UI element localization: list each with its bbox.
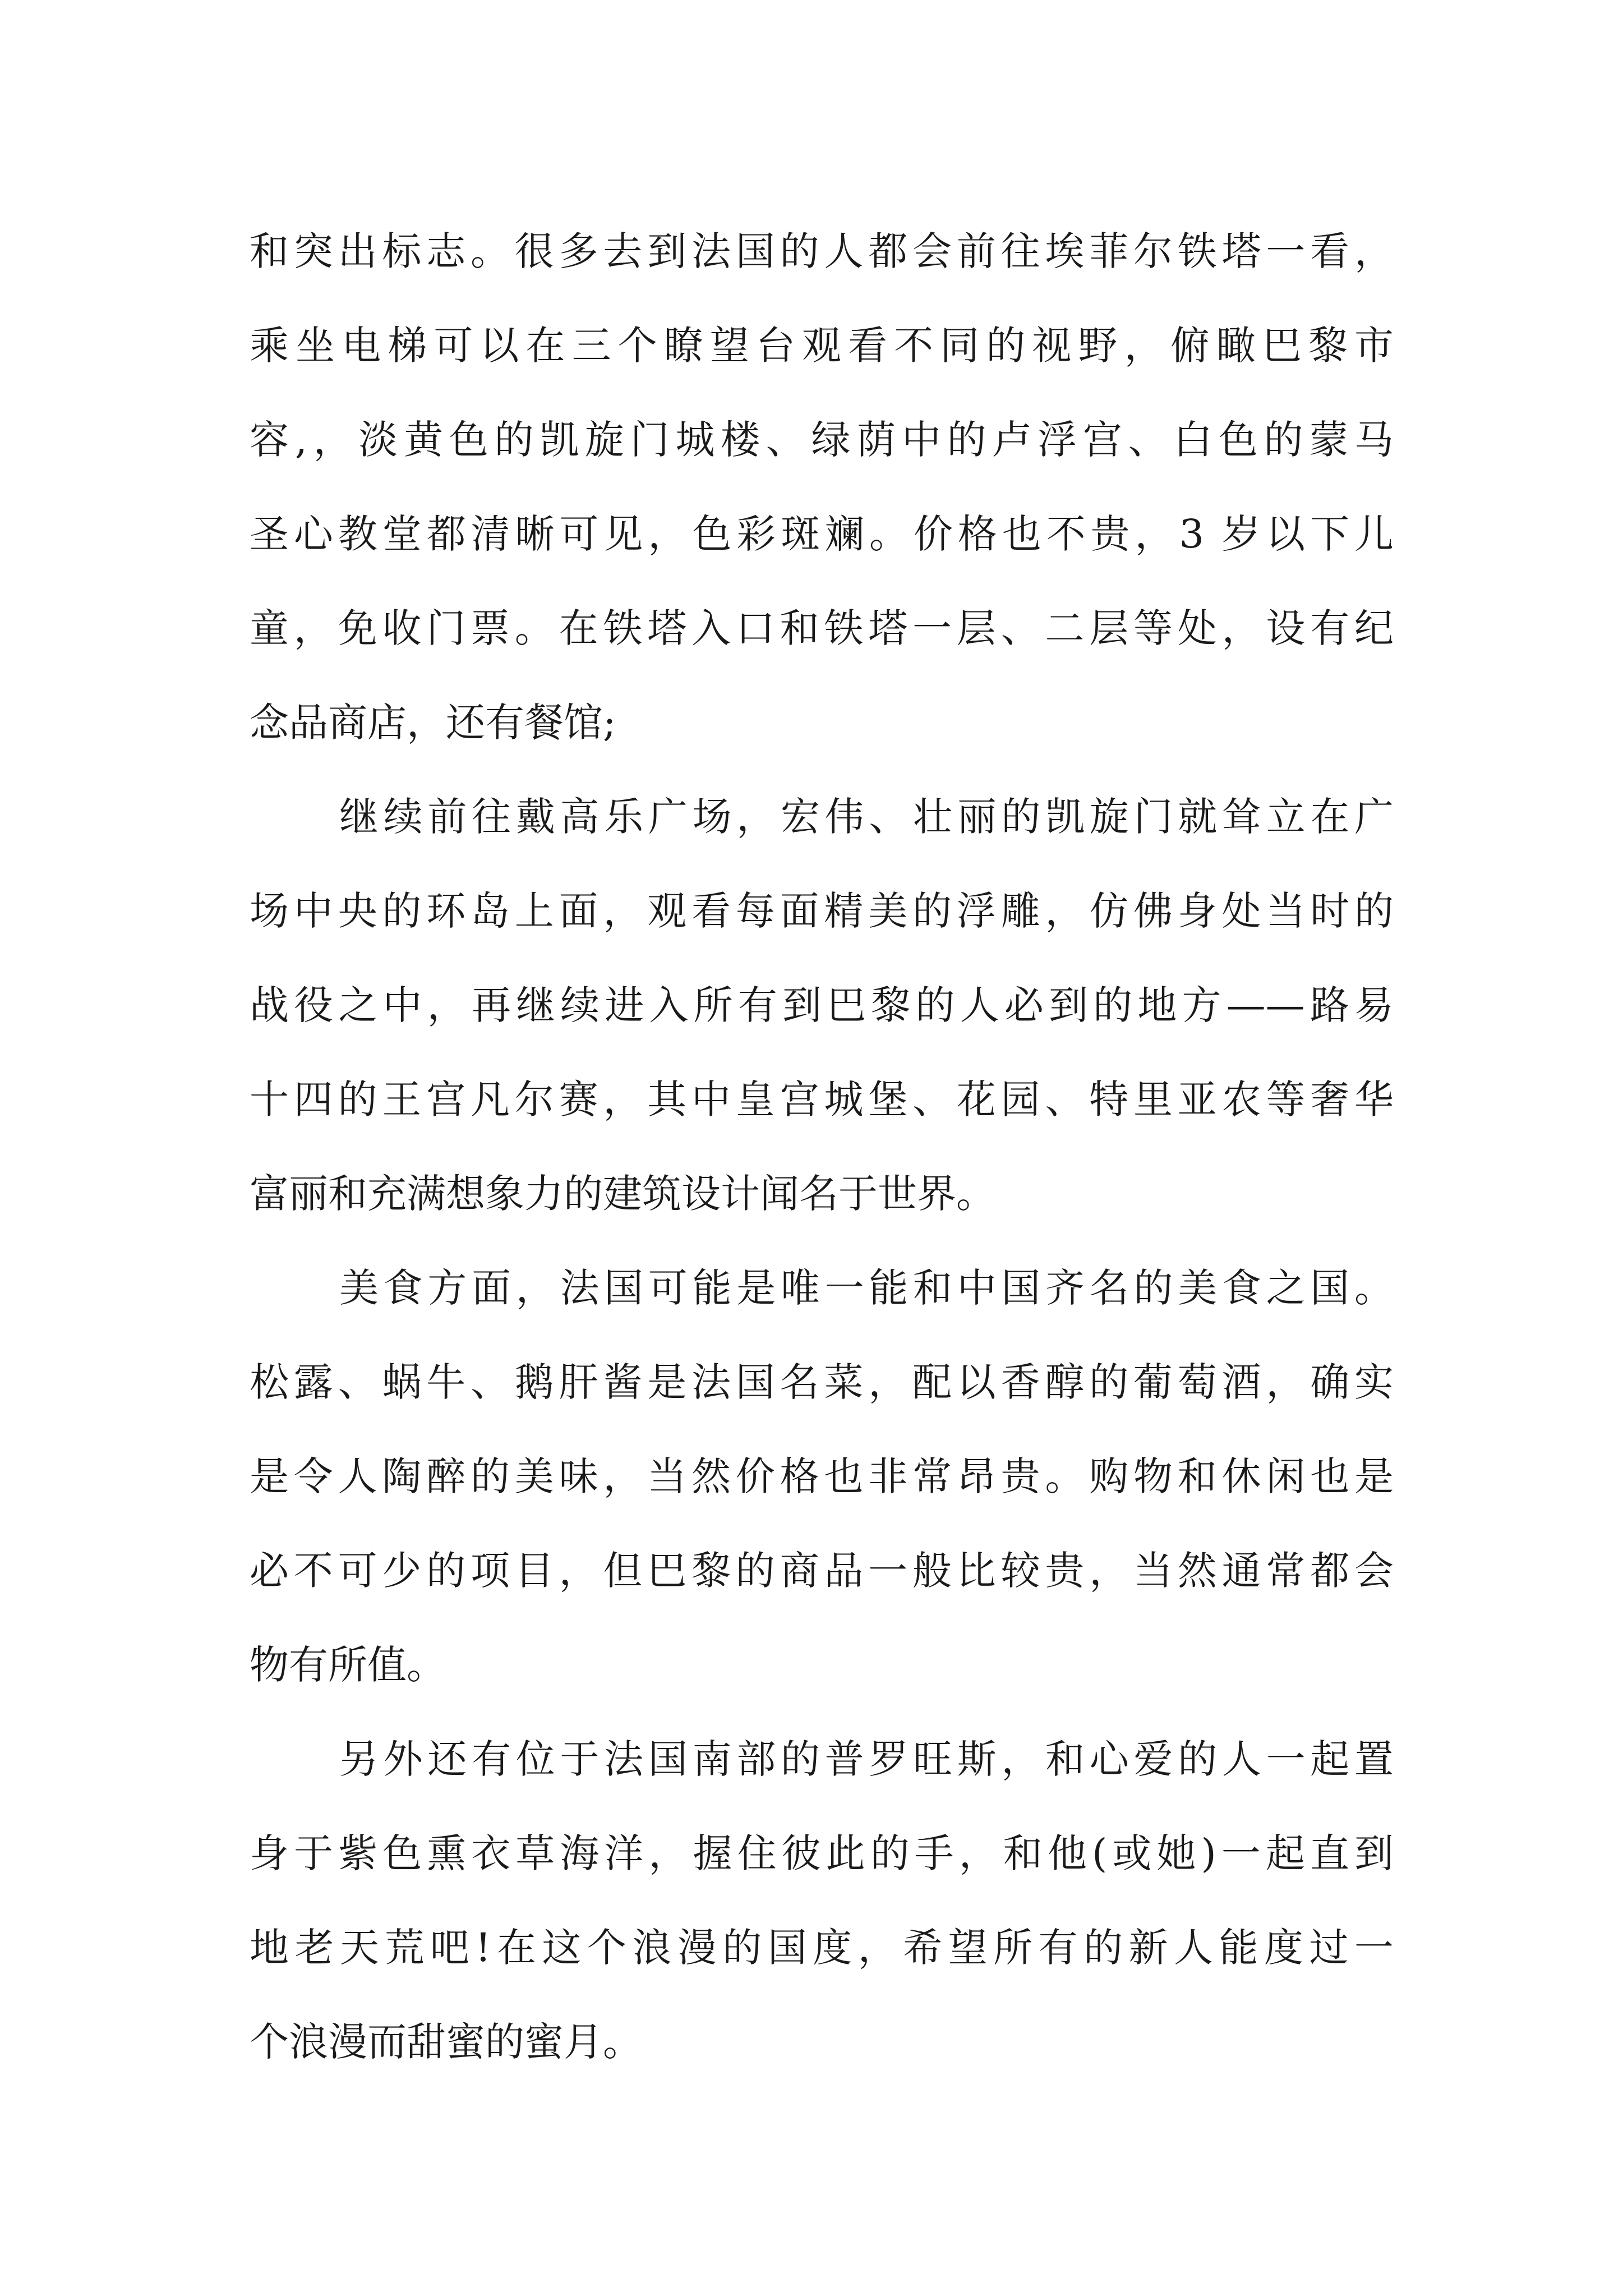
text-line: 物有所值。 bbox=[250, 1642, 446, 1688]
text-line: 战役之中，再继续进入所有到巴黎的人必到的地方——路易 bbox=[250, 982, 1394, 1028]
text-line: 地老天荒吧!在这个浪漫的国度，希望所有的新人能度过一 bbox=[250, 1925, 1394, 1971]
text-line: 富丽和充满想象力的建筑设计闻名于世界。 bbox=[250, 1171, 995, 1217]
text-line: 圣心教堂都清晰可见，色彩斑斓。价格也不贵，3 岁以下儿 bbox=[250, 511, 1394, 557]
body-text bbox=[250, 222, 1394, 2106]
text-line: 童，免收门票。在铁塔入口和铁塔一层、二层等处，设有纪 bbox=[250, 605, 1394, 651]
paragraph-start-line: 美食方面，法国可能是唯一能和中国齐名的美食之国。 bbox=[339, 1265, 1394, 1311]
text-line: 乘坐电梯可以在三个瞭望台观看不同的视野，俯瞰巴黎市 bbox=[250, 323, 1394, 369]
text-line: 松露、蜗牛、鹅肝酱是法国名菜，配以香醇的葡萄酒，确实 bbox=[250, 1359, 1394, 1405]
text-line: 和突出标志。很多去到法国的人都会前往埃菲尔铁塔一看， bbox=[250, 228, 1394, 274]
paragraph-start-line: 另外还有位于法国南部的普罗旺斯，和心爱的人一起置 bbox=[339, 1736, 1394, 1782]
text-line: 十四的王宫凡尔赛，其中皇宫城堡、花园、特里亚农等奢华 bbox=[250, 1076, 1394, 1122]
text-line: 容,，淡黄色的凯旋门城楼、绿荫中的卢浮宫、白色的蒙马 bbox=[250, 417, 1394, 463]
text-line: 个浪漫而甜蜜的蜜月。 bbox=[250, 2019, 642, 2065]
text-line: 必不可少的项目，但巴黎的商品一般比较贵，当然通常都会 bbox=[250, 1548, 1394, 1594]
paragraph-start-line: 继续前往戴高乐广场，宏伟、壮丽的凯旋门就耸立在广 bbox=[339, 794, 1394, 840]
text-line: 念品商店，还有餐馆; bbox=[250, 700, 616, 746]
text-line: 场中央的环岛上面，观看每面精美的浮雕，仿佛身处当时的 bbox=[250, 888, 1394, 934]
text-line: 身于紫色熏衣草海洋，握住彼此的手，和他(或她)一起直到 bbox=[250, 1830, 1394, 1876]
text-line: 是令人陶醉的美味，当然价格也非常昂贵。购物和休闲也是 bbox=[250, 1453, 1394, 1499]
